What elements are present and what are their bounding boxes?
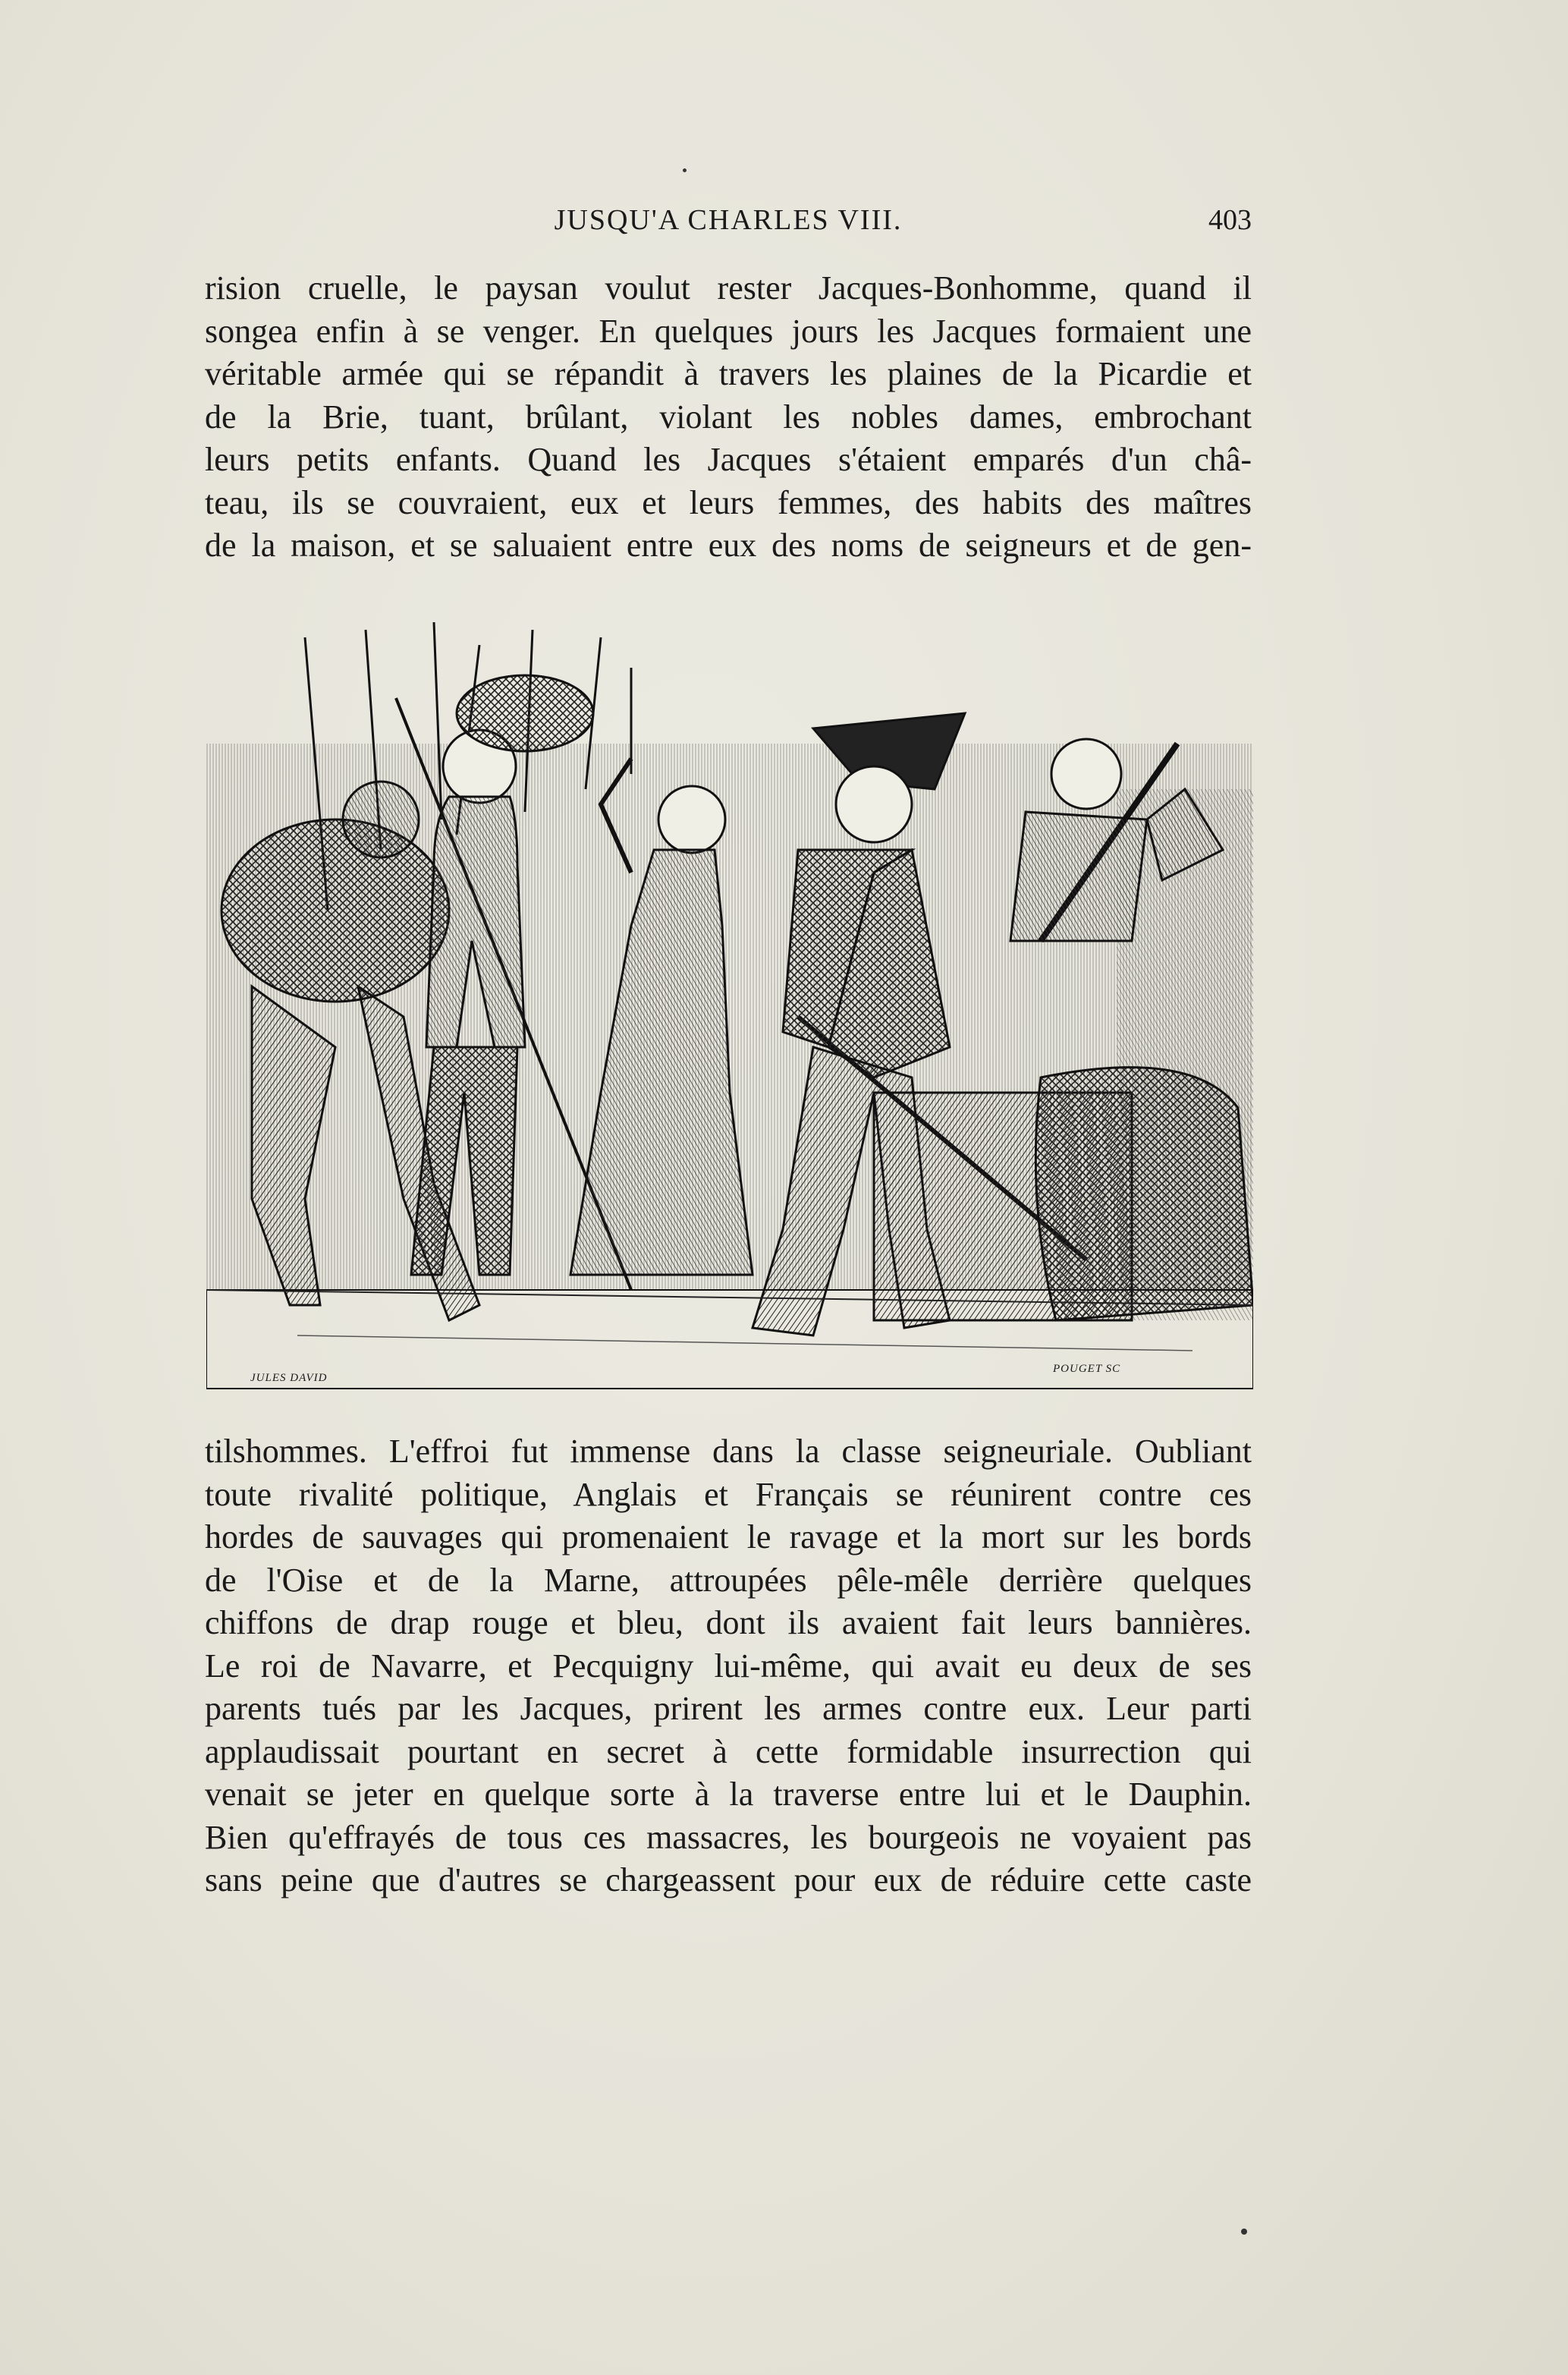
text-line: venait se jeter en quelque sorte à la traverse entre lui et le Dauphin.: [205, 1776, 1252, 1813]
text-line: songea enfin à se venger. En quelques jours les Jacques formaient une: [205, 312, 1252, 350]
running-title: JUSQU'A CHARLES VIII.: [554, 204, 903, 236]
ink-speck: [683, 168, 687, 172]
page-number: 403: [1208, 204, 1252, 236]
ground-line: [297, 1335, 1192, 1351]
paragraph-bottom: [205, 1430, 1252, 1902]
text-line: leurs petits enfants. Quand les Jacques s'étaient emparés d'un châ-: [205, 441, 1252, 478]
chest-with-cloth: [874, 1068, 1253, 1320]
text-line: de la maison, et se saluaient entre eux des noms de seigneurs et de gen-: [205, 527, 1252, 564]
engraver-credit-left: JULES DAVID: [250, 1372, 328, 1384]
text-line: parents tués par les Jacques, prirent les armes contre eux. Leur parti: [205, 1690, 1252, 1727]
engraver-credit-right: POUGET SC: [1053, 1363, 1121, 1375]
text-line: véritable armée qui se répandit à travers les plaines de la Picardie et: [205, 355, 1252, 392]
text-line: Le roi de Navarre, et Pecquigny lui-même, qui avait eu deux de ses: [205, 1647, 1252, 1685]
text-line: rision cruelle, le paysan voulut rester Jacques-Bonhomme, quand il: [205, 269, 1252, 307]
text-line: applaudissait pourtant en secret à cette formidable insurrection qui: [205, 1732, 1252, 1770]
text-line: hordes de sauvages qui promenaient le ravage et la mort sur les bords: [205, 1518, 1252, 1556]
text-line: teau, ils se couvraient, eux et leurs femmes, des habits des maîtres: [205, 483, 1252, 521]
text-line: Bien qu'effrayés de tous ces massacres, les bourgeois ne voyaient pas: [205, 1818, 1252, 1856]
text-line: de la Brie, tuant, brûlant, violant les nobles dames, embrochant: [205, 398, 1252, 436]
ink-speck: [1241, 2229, 1247, 2235]
engraving-svg: [206, 622, 1253, 1392]
text-line: chiffons de drap rouge et bleu, dont ils avaient fait leurs bannières.: [205, 1604, 1252, 1641]
text-line: de l'Oise et de la Marne, attroupées pêle-mêle derrière quelques: [205, 1561, 1252, 1599]
paragraph-top: [205, 267, 1252, 568]
running-head: [205, 203, 1252, 249]
engraving-illustration: [206, 622, 1253, 1392]
text-line: sans peine que d'autres se chargeassent pour eux de réduire cette caste: [205, 1861, 1252, 1898]
text-line: toute rivalité politique, Anglais et Français se réunirent contre ces: [205, 1475, 1252, 1513]
text-line: tilshommes. L'effroi fut immense dans la classe seigneuriale. Oubliant: [205, 1433, 1252, 1470]
